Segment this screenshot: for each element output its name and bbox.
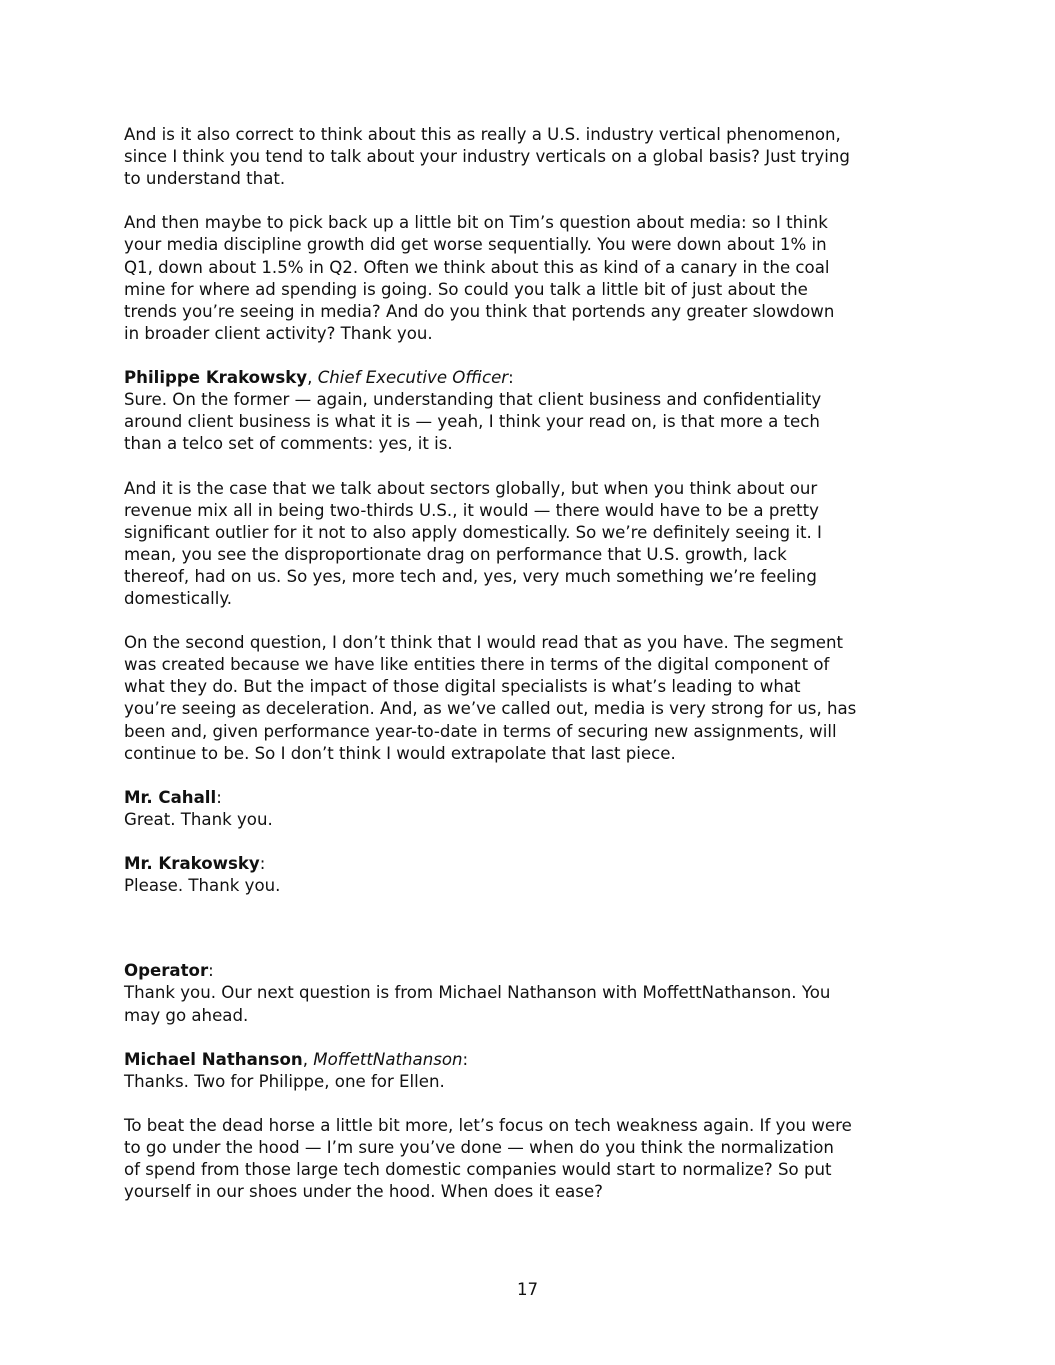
paragraph [124,124,944,190]
text-line: may go ahead. [124,1005,249,1025]
speaker-name: Mr. Krakowsky [124,854,260,874]
text-line: Q1, down about 1.5% in Q2. Often we think about this as kind of a canary in the coal [124,257,830,277]
paragraph [124,632,944,765]
text-line: Thank you. Our next question is from Michael Nathanson with MoffettNathanson. You [124,983,831,1003]
text-line: Please. Thank you. [124,876,281,896]
text-line: since I think you tend to talk about your industry verticals on a global basis? Just trying [124,147,850,167]
speaker-paragraph [124,367,944,455]
speaker-paragraph [124,960,944,1026]
speaker-label: Operator: [124,961,214,981]
text-line: than a telco set of comments: yes, it is. [124,434,453,454]
speaker-name: Mr. Cahall [124,787,217,807]
text-line: around client business is what it is — yeah, I think your read on, is that more a tech [124,412,820,432]
text-line: to go under the hood — I’m sure you’ve done — when do you think the normalization [124,1138,834,1158]
text-line: domestically. [124,588,233,608]
speaker-name: Michael Nathanson [124,1049,303,1069]
text-line: continue to be. So I don’t think I would extrapolate that last piece. [124,743,676,763]
text-line: Great. Thank you. [124,809,273,829]
speaker-paragraph [124,853,944,897]
speaker-paragraph [124,1049,944,1093]
speaker-name: Operator [124,961,209,981]
text-line: significant outlier for it not to also apply domestically. So we’re definitely seeing it. I [124,522,822,542]
text-line: yourself in our shoes under the hood. When does it ease? [124,1182,603,1202]
transcript-body [124,124,944,1226]
text-line: And is it also correct to think about this as really a U.S. industry vertical phenomenon, [124,125,841,144]
text-line: mean, you see the disproportionate drag on performance that U.S. growth, lack [124,544,787,564]
speaker-paragraph [124,787,944,831]
speaker-label: Mr. Cahall: [124,787,222,807]
text-line: revenue mix all in being two-thirds U.S., it would — there would have to be a pretty [124,500,819,520]
speaker-name: Philippe Krakowsky [124,368,308,388]
text-line: Thanks. Two for Philippe, one for Ellen. [124,1071,445,1091]
text-line: to understand that. [124,169,286,189]
text-line: what they do. But the impact of those digital specialists is what’s leading to what [124,677,801,697]
text-line: thereof, had on us. So yes, more tech and, yes, very much something we’re feeling [124,566,817,586]
text-line: trends you’re seeing in media? And do you think that portends any greater slowdown [124,301,835,321]
paragraph [124,478,944,611]
speaker-label: Mr. Krakowsky: [124,854,266,874]
text-line: And it is the case that we talk about sectors globally, but when you think about our [124,478,818,498]
text-line: of spend from those large tech domestic companies would start to normalize? So put [124,1160,832,1180]
speaker-title: MoffettNathanson [313,1049,463,1069]
page-number: 17 [516,1280,539,1299]
text-line: To beat the dead horse a little bit more, let’s focus on tech weakness again. If you were [124,1116,852,1136]
text-line: you’re seeing as deceleration. And, as we’ve called out, media is very strong for us, has [124,699,857,719]
text-line: your media discipline growth did get worse sequentially. You were down about 1% in [124,235,827,255]
speaker-label: Philippe Krakowsky, Chief Executive Officer: [124,368,514,388]
text-line: been and, given performance year-to-date in terms of securing new assignments, will [124,721,837,741]
text-line: Sure. On the former — again, understanding that client business and confidentiality [124,390,822,410]
text-line: in broader client activity? Thank you. [124,323,433,343]
text-line: was created because we have like entities there in terms of the digital component of [124,655,830,675]
text-line: And then maybe to pick back up a little bit on Tim’s question about media: so I think [124,213,828,233]
speaker-title: Chief Executive Officer [317,368,509,388]
paragraph [124,212,944,345]
speaker-label: Michael Nathanson, MoffettNathanson: [124,1049,469,1069]
text-line: mine for where ad spending is going. So could you talk a little bit of just about the [124,279,808,299]
paragraph [124,1115,944,1203]
text-line: On the second question, I don’t think that I would read that as you have. The segment [124,633,843,653]
spacer [124,919,944,960]
